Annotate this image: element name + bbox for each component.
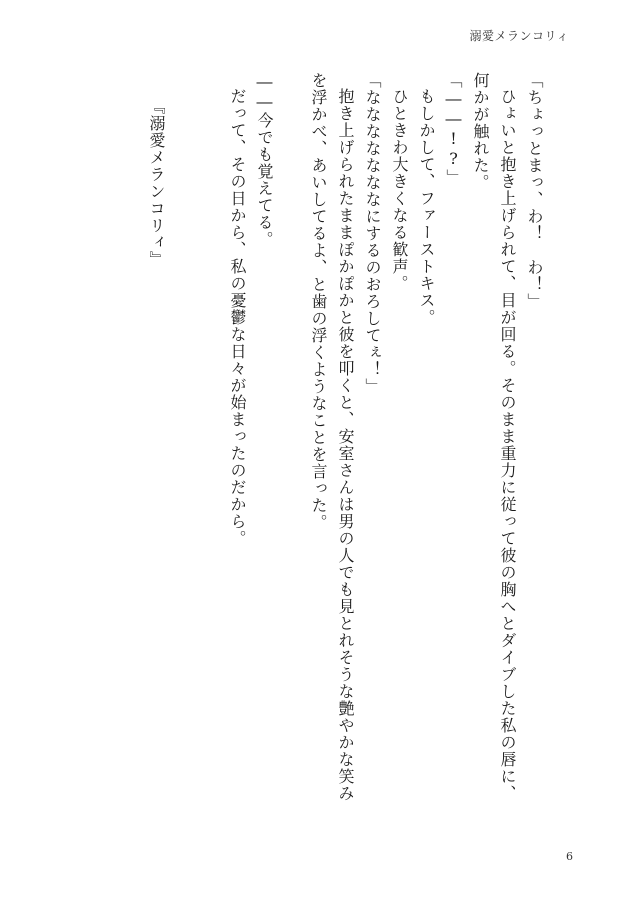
paragraph: ひときわ大きくなる歓声。 xyxy=(390,88,409,292)
blank-line xyxy=(197,72,224,812)
blank-line xyxy=(170,72,197,812)
paragraph: もしかして、ファーストキス。 xyxy=(417,88,436,326)
page-number: 6 xyxy=(566,850,573,863)
dialogue-line: 「なななななななにするのおろしてぇ！」 xyxy=(363,72,382,395)
blank-line xyxy=(278,72,305,812)
paragraph: ――今でも覚えてる。 xyxy=(255,72,274,248)
work-title: 『溺愛メランコリィ』 xyxy=(147,98,166,268)
dialogue-line: 「――!?」 xyxy=(444,72,463,186)
dialogue-line: 「ちょっとまっ、わ！ わ！」 xyxy=(525,72,544,310)
paragraph: だって、その日から、私の憂鬱な日々が始まったのだから。 xyxy=(228,88,247,547)
running-header: 溺愛メランコリィ xyxy=(469,29,569,43)
paragraph: 抱き上げられたままぽかぽかと彼を叩くと、安室さんは男の人でも見とれそうな艶やかな笑みを浮かべ、あいしてるよ、と歯の浮くようなことを言った。 xyxy=(309,72,355,802)
vertical-text-body xyxy=(143,72,548,812)
paragraph: ひょいと抱き上げられて、目が回る。そのまま重力に従って彼の胸へとダイブした私の唇に、何かが触れた。 xyxy=(471,72,517,802)
